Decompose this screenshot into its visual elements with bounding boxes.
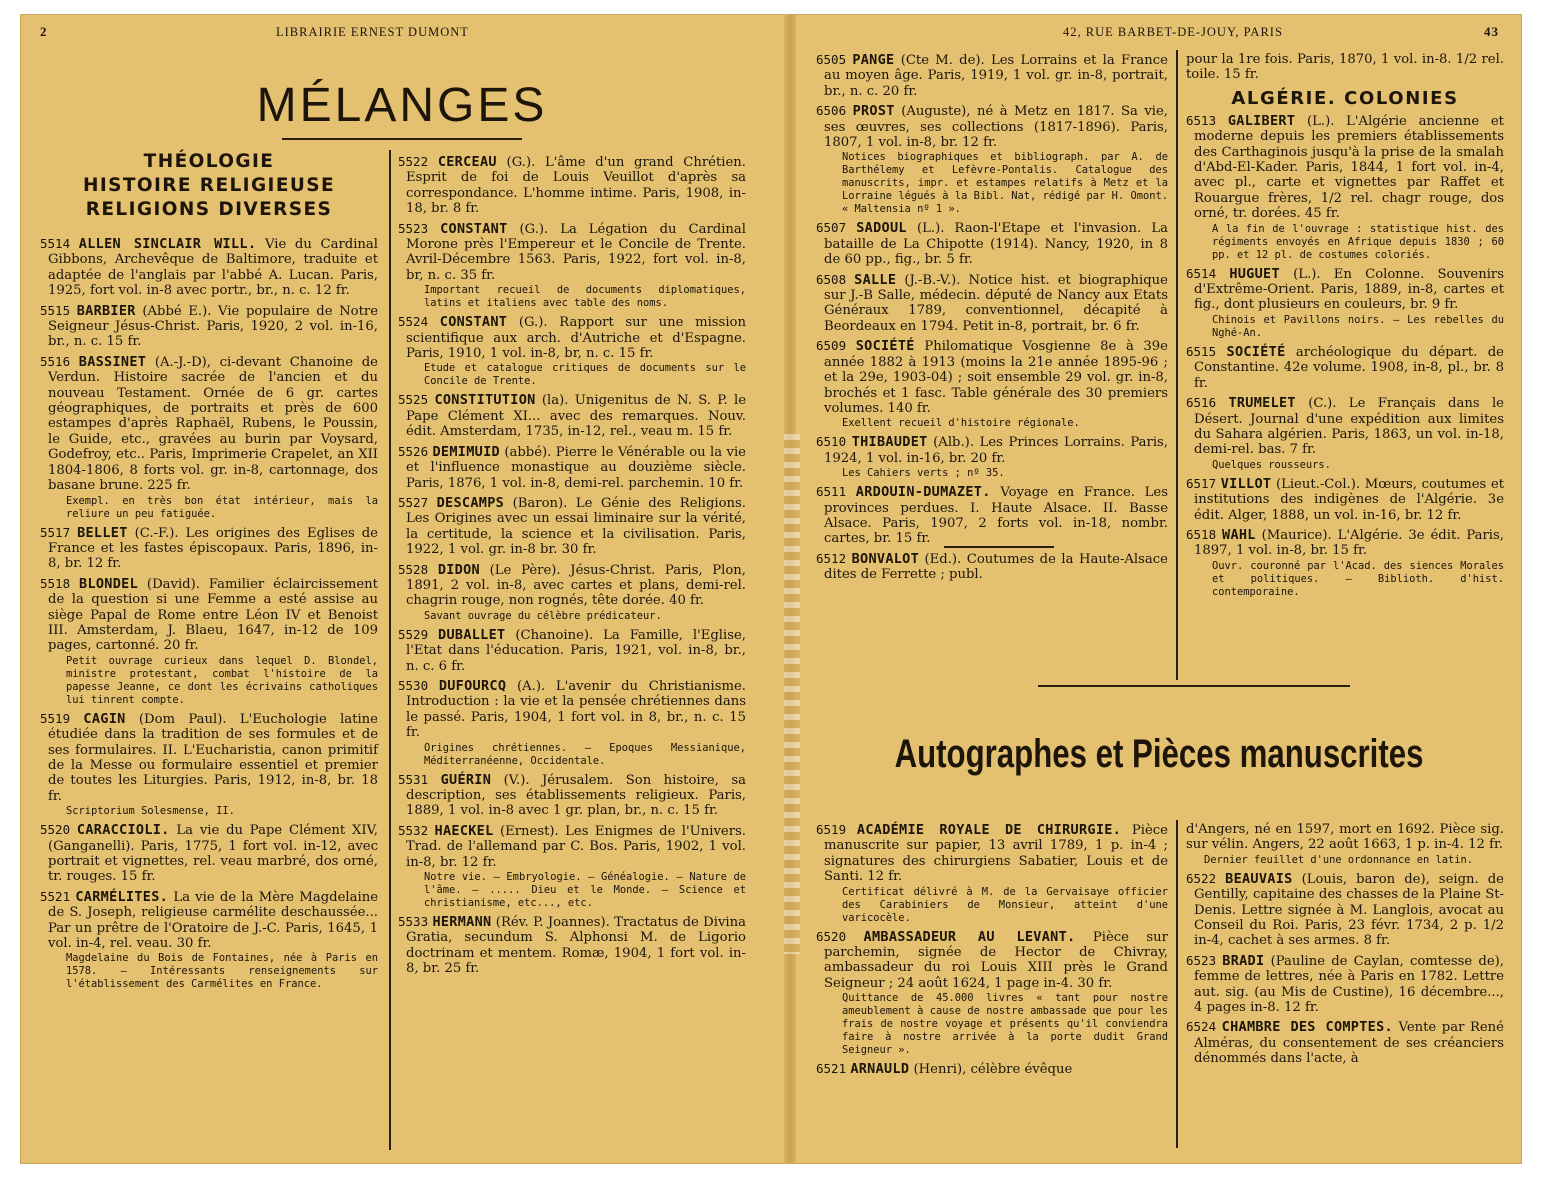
entry-note: Les Cahiers verts ; nº 35. [842, 467, 1005, 480]
entry-author: ACADÉMIE ROYALE DE CHIRURGIE. [856, 822, 1122, 838]
entry-text: Pièce sur parchemin, signée de Hector de Chivray, ambassadeur du roi Louis XIII près le Grand Seigneur ; 24 août 1624, 1 page in-4. 30 fr. [824, 929, 1168, 991]
entry-note: Savant ouvrage du célèbre prédicateur. [424, 609, 662, 622]
column-divider [1176, 820, 1178, 1148]
entry-text: (Dom Paul). L'Euchologie latine étudiée dans la tradition de ses formules et de ses formulaires. II. L'Eucharistia, canon primitif de la Messe ou formulaire essentiel et premier de toutes les Liturgies. Paris, 1912, in-8, br. 18 fr. [48, 711, 378, 804]
entry-author: BASSINET [78, 353, 147, 370]
entry-text: (V.). Jérusalem. Son histoire, sa description, ses établissements religieux. Paris, 1889, 1 vol. in-8 avec 1 gr. plan, br., n. c. 15 fr. [406, 772, 746, 819]
entry-number: 6515 [1186, 343, 1217, 359]
entry-text: (C.-F.). Les origines des Eglises de France et les fastes épiscopaux. Paris, 1896, in-8, br. 12 fr. [48, 525, 378, 572]
entry-author: THIBAUDET [851, 434, 928, 451]
entry-note: Certificat délivré à M. de la Gervaisaye officier des Carabiniers de Monsieur, atteint d'une varicocèle. [842, 885, 1168, 924]
entry-text: (G.). L'âme d'un grand Chrétien. Esprit de foi de Louis Veuillot d'après sa correspondance. L'homme intime. Paris, 1908, in-18, br. 8 fr. [406, 155, 746, 217]
entry-text: (Maurice). L'Algérie. 3e édit. Paris, 1897, 1 vol. in-8, br. 15 fr. [1194, 527, 1504, 559]
catalogue-entry [398, 772, 746, 819]
entry-number: 6511 [816, 484, 847, 500]
catalogue-spread [20, 14, 1522, 1164]
autographs-title: Autographes et Pièces manuscrites [894, 732, 1424, 776]
catalogue-entry [1186, 113, 1504, 262]
entry-text: (Pauline de Caylan, comtesse de), femme de lettres, née à Paris en 1782. Lettre aut. sig. (au Mis de Custine), 16 décembre..., 4 pages in-8. 12 fr. [1194, 953, 1504, 1016]
entry-text: (Ernest). Les Enigmes de l'Univers. Trad. de l'allemand par C. Bos. Paris, 1902, 1 vol. in-8, br. 12 fr. [406, 823, 746, 870]
entry-number: 5522 [398, 154, 429, 169]
catalogue-entry [40, 303, 378, 350]
catalogue-entry [398, 627, 746, 674]
catalogue-entry [398, 444, 746, 491]
left-page-number: 2 [40, 24, 48, 39]
catalogue-entry [1186, 1019, 1504, 1066]
entry-text: (G.). La Légation du Cardinal Morone près l'Empereur et le Concile de Trente. Avril-Décembre 1563. Paris, 1922, fort vol. in-8, br, n. c. 35 fr. [406, 221, 746, 283]
entry-author: SOCIÉTÉ [1226, 343, 1286, 360]
entry-author: GALIBERT [1227, 112, 1296, 129]
entry-author: DUBALLET [438, 626, 506, 643]
catalogue-entry [1186, 395, 1504, 472]
column-divider [389, 150, 391, 1150]
entry-number: 6505 [816, 52, 847, 67]
entry-number: 5531 [398, 771, 429, 787]
entry-number: 5515 [40, 302, 71, 318]
catalogue-entry [816, 272, 1168, 335]
entry-note: Petit ouvrage curieux dans lequel D. Blondel, ministre protestant, combat l'histoire de la papesse Jeanne, ce dont les écrivains catholiques lui tinrent compte. [66, 654, 378, 706]
entry-text: (C.). Le Français dans le Désert. Journal d'une expédition aux limites du Sahara algérien. Paris, 1863, un vol. in-18, demi-rel. bas. 7 fr. [1194, 396, 1504, 458]
section-rule [1038, 685, 1350, 687]
entry-note: Exellent recueil d'histoire régionale. [842, 417, 1080, 430]
entry-text: (A.). L'avenir du Christianisme. Introduction : la vie et la pensée chrétiennes dans le passé. Paris, 1904, 1 fort vol. in 8, br., n. c. 15 fr. [406, 678, 746, 741]
entry-number: 5532 [398, 822, 429, 838]
entry-note: Notices biographiques et bibliograph. par A. de Barthélemy et Lefèvre-Pontalis. Catalogue des manuscrits, impr. et estampes relatifs à Metz et la Lorraine légués à la Bibl. Nat, rédigé par H. Omont. « Maltensia nº 1 ». [842, 151, 1168, 216]
entry-number: 5521 [40, 888, 71, 904]
entry-number: 5528 [398, 561, 429, 577]
catalogue-entry [816, 103, 1168, 216]
catalogue-entry [398, 495, 746, 558]
entry-author: HUGUET [1229, 265, 1280, 282]
entry-author: CONSTANT [440, 220, 508, 237]
entry-text: (L.). En Colonne. Souvenirs d'Extrême-Orient. Paris, 1889, in-8, cartes et fig., dont plusieurs en couleurs, br. 9 fr. [1194, 266, 1504, 313]
colonies-heading: ALGÉRIE. COLONIES [1231, 87, 1459, 109]
entry-text: (abbé). Pierre le Vénérable ou la vie et l'influence monastique au douzième siècle. Paris, 1876, 1 vol. in-8, demi-rel. parchemin. 10 fr. [406, 444, 746, 491]
catalogue-entry [1186, 476, 1504, 523]
entry-number: 6510 [816, 434, 847, 450]
catalogue-entry [816, 1061, 1168, 1077]
entry-note: Quittance de 45.000 livres « tant pour nostre ameublement à cause de nostre ambassade que pour les frais de nostre voyage et présents qu'il conviendra faire à nostre arrivée à la porte dudit Grand Seigneur ». [842, 992, 1168, 1057]
entry-text: (Abbé E.). Vie populaire de Notre Seigneur Jésus-Christ. Paris, 1920, 2 vol. in-16, br., n. c. 15 fr. [48, 303, 378, 350]
autograph-entries [1186, 871, 1504, 1067]
right-column-3 [816, 822, 1168, 1082]
left-column-1 [40, 236, 378, 995]
entry-note: Notre vie. — Embryologie. — Généalogie. — Nature de l'âme. — ..... Dieu et le Monde. — Science et christianisme, etc..., etc. [424, 871, 746, 910]
entry-number: 5527 [398, 494, 429, 510]
catalogue-entry [1186, 871, 1504, 949]
entry-text: (Ed.). Coutumes de la Haute-Alsace dites de Ferrette ; publ. [824, 551, 1168, 583]
column-divider [1176, 50, 1178, 680]
catalogue-entry [1186, 266, 1504, 340]
entry-author: CONSTANT [439, 314, 508, 331]
entry-text: (Lieut.-Col.). Mœurs, coutumes et institutions des indigènes de l'Algérie. 3e édit. Alger, 1888, un vol. in-16, br. 12 fr. [1194, 476, 1505, 523]
continued-entry: d'Angers, né en 1597, mort en 1692. Pièce sig. sur vélin. Angers, 22 août 1663, 1 p. in-4. 12 fr. [1186, 822, 1504, 853]
entry-text: La vie du Pape Clément XIV, (Ganganelli). Paris, 1775, 1 fort vol. in-12, avec portrait et vignettes, rel. veau marbré, dos orné, tr. rouges. 15 fr. [48, 823, 378, 885]
catalogue-entry [816, 929, 1168, 1058]
entry-note: Dernier feuillet d'une ordonnance en latin. [1204, 853, 1473, 866]
entry-text: (L.). L'Algérie ancienne et moderne depuis les premiers établissements des Carthaginois jusqu'à la prise de la smalah d'Abd-El-Kader. Paris, 1844, 1 fort vol. in-4, avec pl., carte et vignettes par Raffet et Rouargue frères, 1/2 rel. chagr rouge, dos orné, tr. dorées. 45 fr. [1194, 113, 1504, 222]
entry-author: CARACCIOLI. [76, 822, 170, 839]
entry-number: 5517 [40, 524, 71, 540]
entry-number: 5519 [40, 710, 71, 726]
catalogue-entry [40, 354, 378, 521]
catalogue-entry [1186, 953, 1504, 1016]
catalogue-entry [40, 525, 378, 572]
entry-author: AMBASSADEUR AU LEVANT. [863, 928, 1076, 945]
entry-author: DUFOURCQ [438, 677, 507, 694]
catalogue-entry [1186, 527, 1504, 599]
left-page [20, 14, 784, 1164]
right-page-number: 43 [1484, 24, 1499, 39]
right-running-title: 42, RUE BARBET-DE-JOUY, PARIS [1063, 25, 1283, 39]
section-heading-line: THÉOLOGIE [143, 151, 275, 172]
entry-text: (Cte M. de). Les Lorrains et la France au moyen âge. Paris, 1919, 1 vol. gr. in-8, portrait, br., n. c. 20 fr. [824, 53, 1168, 99]
entry-author: BELLET [77, 524, 128, 541]
entry-author: DESCAMPS [436, 494, 505, 511]
entry-number: 6508 [816, 271, 847, 287]
entry-author: DEMIMUID [432, 443, 500, 460]
entry-text: (A.-J.-D), ci-devant Chanoine de Verdun. Histoire sacrée de l'ancien et du nouveau Testament. Ornée de 6 gr. cartes géographiques, de portraits et près de 600 estampes d'après Raphaël, Rubens, le Poussin, le Guide, etc., gravées au burin par Voysard, Godefroy, etc.. Paris, Imprimerie Crapelet, an XII 1804-1806, 8 forts vol. gr. in-8, cartonnage, dos basane brune. 225 fr. [48, 354, 378, 494]
entry-text: La vie de la Mère Magdelaine de S. Joseph, religieuse carmélite deschaussée... Par un prêtre de l'Oratoire de J.-C. Paris, 1645, 1 vol. in-4, rel. veau. 30 fr. [48, 889, 378, 952]
catalogue-entry [398, 314, 746, 388]
entry-number: 5523 [398, 220, 429, 236]
entry-author: VILLOT [1220, 475, 1272, 492]
entry-number: 5529 [398, 626, 429, 642]
section-heading [40, 150, 378, 222]
entry-text: (Alb.). Les Princes Lorrains. Paris, 1924, 1 vol. in-16, br. 20 fr. [824, 435, 1168, 466]
entry-note: Exempl. en très bon état intérieur, mais la reliure un peu fatiguée. [66, 494, 378, 520]
entry-note: Scriptorium Solesmense, II. [66, 805, 235, 818]
entry-author: WAHL [1222, 526, 1256, 543]
entry-author: GUÉRIN [440, 771, 492, 788]
entry-author: CARMÉLITES. [75, 888, 169, 905]
entry-author: BONVALOT [851, 550, 920, 567]
catalogue-entry [398, 221, 746, 311]
entry-author: CHAMBRE DES COMPTES. [1221, 1019, 1393, 1036]
entry-number: 5533 [398, 914, 429, 930]
right-column-4 [1186, 822, 1504, 1071]
entry-note: A la fin de l'ouvrage : statistique hist. des régiments envoyés en Afrique depuis 1830 ; 60 pp. et 12 pl. de costumes coloriés. [1212, 222, 1504, 261]
catalogue-entry [40, 711, 378, 818]
entry-author: BARBIER [76, 302, 136, 319]
entry-author: DIDON [437, 561, 480, 578]
entry-number: 6514 [1186, 265, 1217, 281]
catalogue-entry [40, 889, 378, 992]
entry-number: 6506 [816, 103, 847, 119]
entry-number: 5520 [40, 822, 71, 838]
entry-number: 5518 [40, 575, 71, 591]
entry-author: SADOUL [856, 220, 907, 237]
entry-author: BLONDEL [79, 575, 139, 592]
catalogue-entry [816, 338, 1168, 430]
catalogue-entry [398, 154, 746, 217]
entry-author: ARNAULD [850, 1061, 910, 1078]
entry-number: 6507 [816, 220, 847, 236]
title-rule [282, 138, 522, 140]
entry-author: ARDOUIN-DUMAZET. [855, 484, 991, 501]
right-running-head [796, 24, 1522, 42]
entry-author: SALLE [854, 271, 897, 288]
catalogue-entry [1186, 344, 1504, 391]
catalogue-entry [40, 822, 378, 885]
entry-number: 5525 [398, 392, 429, 408]
entry-author: BRADI [1222, 952, 1265, 969]
entry-author: PANGE [852, 52, 895, 68]
entry-number: 5516 [40, 353, 71, 369]
entry-text: (L.). Raon-l'Etape et l'invasion. La bataille de La Chipotte (1914). Nancy, 1920, in 8 de 60 pp., fig., br. 5 fr. [824, 221, 1168, 268]
entry-text: Vente par René Alméras, du consentement de ses créanciers dénommés dans l'acte, à [1194, 1020, 1504, 1067]
catalogue-entry [816, 220, 1168, 267]
entry-text: (G.). Rapport sur une mission scientifique aux arch. d'Autriche et d'Espagne. Paris, 1910, 1 vol. in-8, br, n. c. 15 fr. [406, 315, 746, 362]
entry-text: Pièce manuscrite sur papier, 13 avril 1789, 1 p. in-4 ; signatures des chirurgiens Sabatier, Louis et de Santi. 12 fr. [824, 823, 1168, 885]
entry-number: 6522 [1186, 870, 1217, 886]
entry-author: CERCEAU [437, 154, 497, 170]
entry-number: 6520 [816, 928, 847, 944]
entry-text: (Henri), célèbre évêque [913, 1062, 1073, 1078]
entry-number: 6513 [1186, 112, 1217, 128]
entry-text: Philomatique Vosgienne 8e à 39e année 1882 à 1913 (moins la 21e année 1895-96 ; et la 29e, 1903-04) ; soit ensemble 29 vol. gr. in-8, brochés et 1 fasc. Table générale des 30 premiers volumes. 140 fr. [824, 339, 1168, 416]
entry-text: (Le Père). Jésus-Christ. Paris, Plon, 1891, 2 vol. in-8, avec cartes et plans, demi-rel. chagrin rouge, non rognés, tête dorée. 40 fr. [406, 562, 746, 609]
catalogue-entry [816, 52, 1168, 99]
entry-note: Quelques rousseurs. [1212, 458, 1331, 471]
entry-text: Vie du Cardinal Gibbons, Archevêque de Baltimore, traduite et adaptée de l'anglais par l'abbé A. Lucan. Paris, 1925, fort vol. in-8 avec portr., br., n. c. 12 fr. [48, 237, 379, 299]
entry-number: 5524 [398, 314, 429, 330]
entry-note: Ouvr. couronné par l'Acad. des siences Morales et politiques. — Biblioth. d'hist. contemporaine. [1212, 559, 1504, 598]
entry-note: Etude et catalogue critiques de documents sur le Concile de Trente. [424, 362, 746, 388]
left-running-title: LIBRAIRIE ERNEST DUMONT [276, 25, 469, 39]
entry-note: Magdelaine du Bois de Fontaines, née à Paris en 1578. — Intéressants renseignements sur l'établissement des Carmélites en France. [66, 952, 378, 991]
left-running-head [20, 24, 784, 42]
right-column-1 [816, 52, 1168, 587]
entry-text: (Auguste), né à Metz en 1817. Sa vie, ses œuvres, ses collections (1817-1896). Paris, 1807, 1 vol. in-8, br. 12 fr. [824, 104, 1168, 151]
entry-author: PROST [852, 103, 895, 120]
entry-text: (la). Unigenitus de N. S. P. le Pape Clément XI... avec des remarques. Nouv. édit. Amsterdam, 1735, in-12, rel., veau m. 15 fr. [406, 393, 747, 440]
entry-author: ALLEN SINCLAIR WILL. [78, 236, 257, 252]
catalogue-entry [40, 576, 378, 707]
entry-text: (Rév. P. Joannes). Tractatus de Divina Gratia, secundum S. Alphonsi M. de Ligorio doctrinam et mentem. Romæ, 1904, 1 fort vol. in-8, br. 25 fr. [406, 915, 746, 977]
entry-note: Origines chrétiennes. — Epoques Messianique, Méditerranéenne, Occidentale. [424, 741, 746, 767]
entry-text: (Louis, baron de), seign. de Gentilly, capitaine des chasses de la Plaine St-Denis. Lettre signée à M. Langlois, avocat au Conseil du Roi. Paris, 23 févr. 1734, 2 p. 1/2 in-4, cachet à ses armes. 8 fr. [1194, 871, 1504, 949]
section-heading-line: HISTOIRE RELIGIEUSE [82, 175, 336, 196]
entry-number: 5514 [40, 236, 71, 251]
catalogue-entry [816, 551, 1168, 583]
catalogue-entry [816, 434, 1168, 480]
entry-author: SOCIÉTÉ [855, 338, 915, 355]
catalogue-entry [398, 914, 746, 977]
catalogue-entry [398, 392, 746, 439]
entry-note: Chinois et Pavillons noirs. — Les rebelles du Nghé-An. [1212, 313, 1504, 339]
entry-text: (David). Familier éclaircissement de la question si une Femme a esté assise au siège Papal de Rome entre Léon IV et Benoist III. Amsterdam, J. Blaeu, 1647, in-12 de 109 pages, cartonné. 20 fr. [48, 576, 378, 654]
colonies-entries [1186, 113, 1504, 599]
entry-number: 6521 [816, 1061, 847, 1077]
entry-text: (Baron). Le Génie des Religions. Les Origines avec un essai liminaire sur la vérité, la certitude, la science et la civilisation. Paris, 1922, 1 vol. gr. in-8 br. 30 fr. [406, 495, 746, 558]
entry-number: 6519 [816, 822, 847, 837]
right-page [796, 14, 1522, 1164]
section-heading-line: RELIGIONS DIVERSES [85, 199, 333, 220]
right-column-2 [1186, 52, 1504, 603]
entry-author: BEAUVAIS [1225, 870, 1293, 887]
catalogue-entry [398, 678, 746, 768]
entry-number: 6517 [1186, 475, 1217, 491]
entry-author: TRUMELET [1228, 395, 1296, 412]
entry-note: Important recueil de documents diplomatiques, latins et italiens avec table des noms. [424, 284, 746, 310]
entry-text: (J.-B.-V.). Notice hist. et biographique sur J.-B Salle, médecin. député de Nancy aux Etats Généraux 1789, conventionnel, décapité à Beordeaux en 1794. Petit in-8, portrait, br. 6 fr. [824, 272, 1168, 334]
entry-text: Voyage en France. Les provinces perdues. I. Haute Alsace. II. Basse Alsace. Paris, 1907, 2 forts vol. in-18, nombr. cartes, br. 15 fr. [824, 485, 1168, 547]
entry-number: 5526 [398, 443, 429, 459]
continued-entry: pour la 1re fois. Paris, 1870, 1 vol. in-8. 1/2 rel. toile. 15 fr. [1186, 52, 1504, 83]
catalogue-entry [816, 484, 1168, 547]
entry-text: archéologique du départ. de Constantine. 42e volume. 1908, in-8, pl., br. 8 fr. [1194, 344, 1504, 391]
entry-number: 6512 [816, 550, 847, 566]
entry-text: (Chanoine). La Famille, l'Eglise, l'Etat dans l'éducation. Paris, 1921, vol. in-8, br., n. c. 6 fr. [406, 627, 746, 674]
catalogue-entry [398, 823, 746, 910]
entry-author: CAGIN [83, 710, 126, 727]
entry-author: HAECKEL [434, 822, 494, 839]
entry-author: CONSTITUTION [434, 392, 536, 409]
catalogue-entry [40, 236, 378, 299]
entry-number: 6518 [1186, 526, 1217, 542]
entry-number: 5530 [398, 677, 429, 693]
entry-number: 6523 [1186, 952, 1217, 968]
entry-number: 6509 [816, 338, 847, 354]
entry-number: 6516 [1186, 395, 1217, 411]
main-title: MÉLANGES [256, 79, 548, 132]
catalogue-entry [398, 562, 746, 623]
left-column-2 [398, 154, 746, 981]
entry-number: 6524 [1186, 1019, 1217, 1035]
catalogue-entry [816, 822, 1168, 925]
entry-author: HERMANN [432, 914, 492, 931]
